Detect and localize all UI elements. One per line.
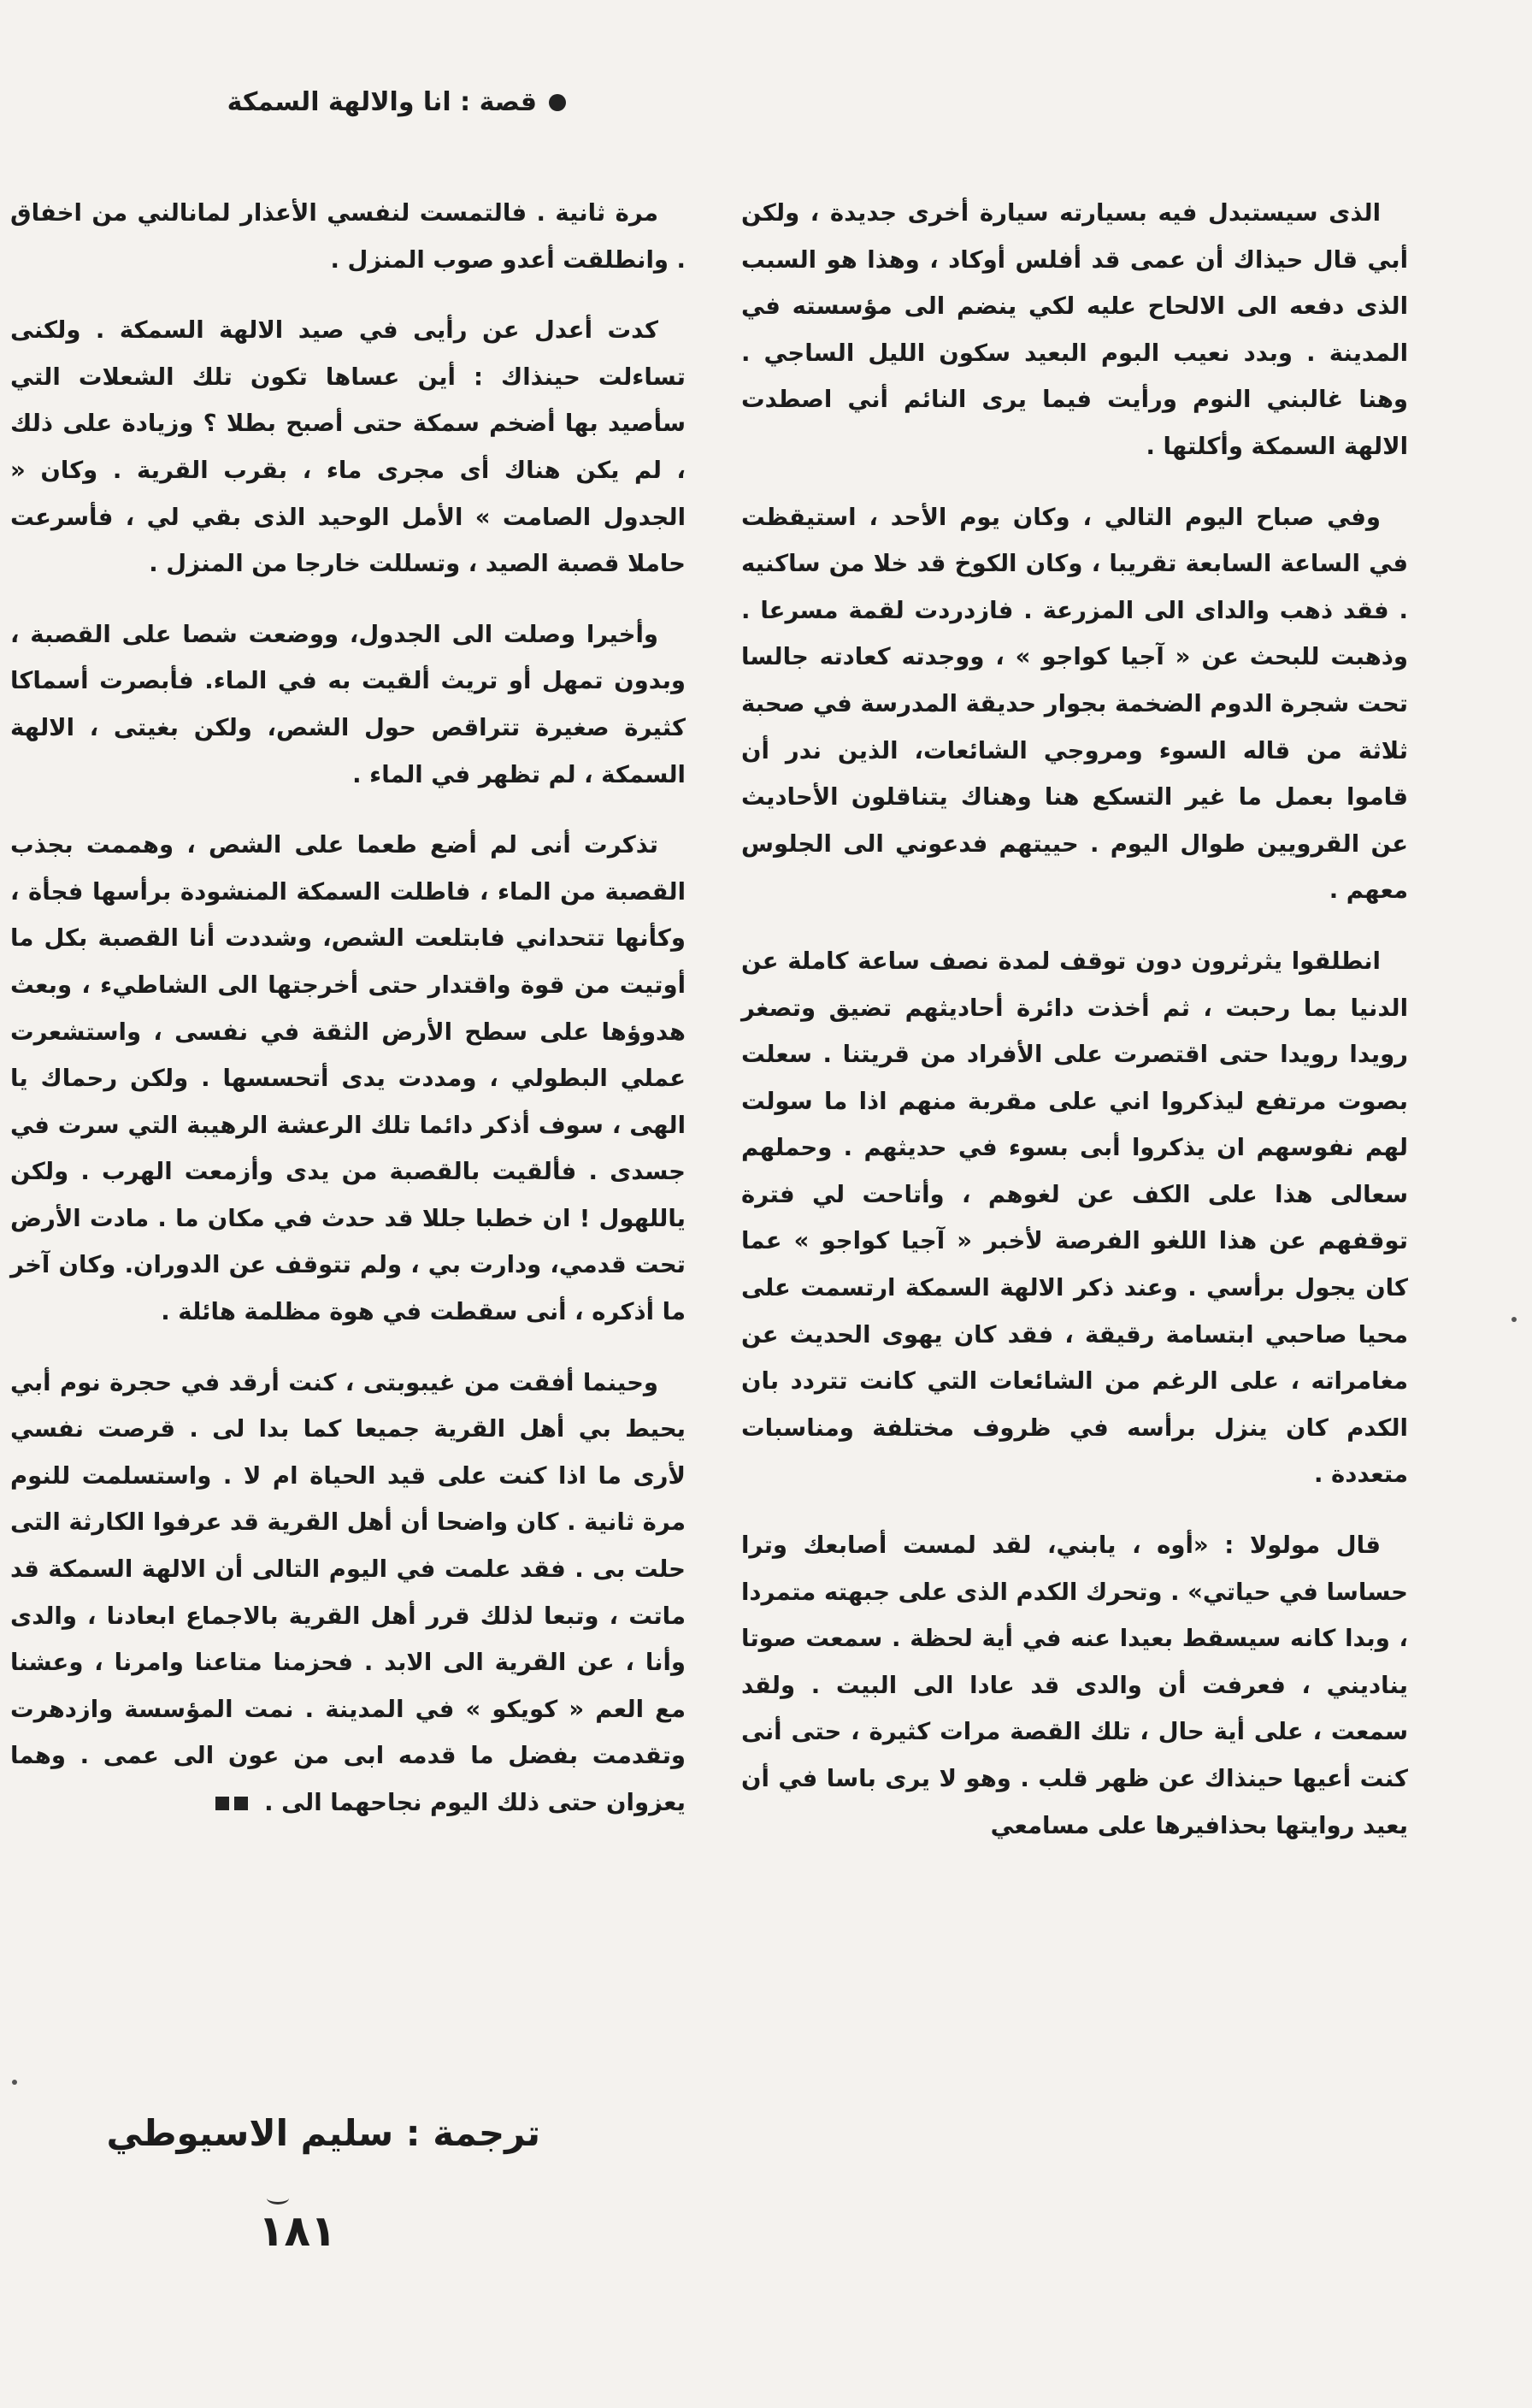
paragraph-text: وحينما أفقت من غيبوبتى ، كنت أرقد في حجرة نوم أبي يحيط بي أهل القرية جميعا كما بدا لى . قرصت نفسي لأرى ما اذا كنت على قيد الحياة ام لا . واستسلمت للنوم مرة ثانية . كان واضحا أن أهل القرية قد عرفوا الكارثة التى حلت بى . فقد علمت في اليوم التالى أن الالهة السمكة قد ماتت ، وتبعا لذلك قرر أهل القرية بالاجماع ابعادنا ، والدى وأنا ، عن القرية الى الابد . فحزمنا متاعنا وامرنا ، وعشنا مع العم « كويكو » في المدينة . نمت المؤسسة وازدهرت وتقدمت بفضل ما قدمه ابى من عون الى عمى . وهما يعزوان حتى ذلك اليوم نجاحهما الى .: [10, 1368, 686, 1816]
paragraph: وأخيرا وصلت الى الجدول، ووضعت شصا على القصبة ، وبدون تمهل أو تريث ألقيت به في الماء. فأبصرت أسماكا كثيرة صغيرة تتراقص حول الشص، ولكن بغيتى ، الالهة السمكة ، لم تظهر في الماء .: [10, 620, 686, 788]
paragraph: مرة ثانية . فالتمست لنفسي الأعذار لمانالني من اخفاق . وانطلقت أعدو صوب المنزل .: [10, 199, 686, 274]
paragraph: تذكرت أنى لم أضع طعما على الشص ، وهممت بجذب القصبة من الماء ، فاطلت السمكة المنشودة برأسها فجأة ، وكأنها تتحداني فابتلعت الشص، وشددت أنا القصبة بكل ما أوتيت من قوة واقتدار حتى أخرجتها الى الشاطيء ، وبعث هدوؤها على سطح الأرض الثقة في نفسى ، واستشعرت عملي البطولي ، ومددت يدى أتحسسها . ولكن رحماك يا الهى ، سوف أذكر دائما تلك الرعشة الرهيبة التي سرت في جسدى . فألقيت بالقصبة من يدى وأزمعت الهرب . ولكن ياللهول ! ان خطبا جللا قد حدث في مكان ما . مادت الأرض تحت قدمي، ودارت بي ، ولم تتوقف عن الدوران. وكان آخر ما أذكره ، أنى سقطت في هوة مظلمة هائلة .: [10, 831, 686, 1326]
paragraph: انطلقوا يثرثرون دون توقف لمدة نصف ساعة كاملة عن الدنيا بما رحبت ، ثم أخذت دائرة أحاديثهم تضيق وتصغر رويدا رويدا حتى اقتصرت على الأفراد من قريتنا . سعلت بصوت مرتفع ليذكروا اني على مقربة منهم اذا ما سولت لهم نفوسهم ان يذكروا أبى بسوء في حديثهم . وحملهم سعالى هذا على الكف عن لغوهم ، وأتاحت لي فترة توقفهم عن هذا اللغو الفرصة لأخبر « آجيا كواجو » عما كان يجول برأسي . وعند ذكر الالهة السمكة ارتسمت على محيا صاحبي ابتسامة رقيقة ، فقد كان يهوى الحديث عن مغامراته ، على الرغم من الشائعات التي كانت تتردد بان الكدم كان ينزل برأسه في ظروف مختلفة ومناسبات متعددة .: [741, 947, 1408, 1489]
paragraph: كدت أعدل عن رأيى في صيد الالهة السمكة . ولكنى تساءلت حينذاك : أين عساها تكون تلك الشعلات التي سأصيد بها أضخم سمكة حتى أصبح بطلا ؟ وزيادة على ذلك ، لم يكن هناك أى مجرى ماء ، بقرب القرية . وكان « الجدول الصامت » الأمل الوحيد الذى بقي لي ، فأسرعت حاملا قصبة الصيد ، وتسللت خارجا من المنزل .: [10, 316, 686, 578]
translator-credit: ترجمة : سليم الاسيوطي: [106, 2112, 540, 2154]
page-number: ١٨١: [258, 2206, 337, 2256]
page-number-mark: [267, 2192, 289, 2204]
end-of-story-icon: [215, 1797, 248, 1810]
margin-dot: [12, 2080, 17, 2085]
paragraph: قال مولولا : «أوه ، يابني، لقد لمست أصابعك وترا حساسا في حياتي» . وتحرك الكدم الذى على جبهته متمردا ، وبدا كانه سيسقط بعيدا عنه في أية لحظة . سمعت صوتا يناديني ، فعرفت أن والدى قد عادا الى البيت . ولقد سمعت ، على أية حال ، تلك القصة مرات كثيرة ، حتى أنى كنت أعيها حينذاك عن ظهر قلب . وهو لا يرى باسا في أن يعيد روايتها بحذافيرها على مسامعي: [741, 1532, 1408, 1839]
story-header: [227, 87, 566, 117]
story-title: قصة : انا والالهة السمكة: [227, 87, 537, 117]
right-column: [741, 190, 1408, 1873]
margin-dot: [1511, 1317, 1517, 1322]
bullet-icon: [549, 94, 566, 111]
paragraph-last: [10, 1360, 686, 1827]
paragraph: وفي صباح اليوم التالي ، وكان يوم الأحد ، استيقظت في الساعة السابعة تقريبا ، وكان الكوخ قد خلا من ساكنيه . فقد ذهب والداى الى المزرعة . فازدردت لقمة مسرعا . وذهبت للبحث عن « آجيا كواجو » ، ووجدته كعادته جالسا تحت شجرة الدوم الضخمة بجوار حديقة المدرسة في صحبة ثلاثة من قاله السوء ومروجي الشائعات، الذين ندر أن قاموا بعمل ما غير التسكع هنا وهناك يتناقلون الأحاديث عن القرويين طوال اليوم . حييتهم فدعوني الى الجلوس معهم .: [741, 503, 1408, 905]
paragraph: الذى سيستبدل فيه بسيارته سيارة أخرى جديدة ، ولكن أبي قال حيذاك أن عمى قد أفلس أوكاد ، وهذا هو السبب الذى دفعه الى الالحاح عليه لكي ينضم الى مؤسسته في المدينة . وبدد نعيب البوم البعيد سكون الليل الساجي . وهنا غالبني النوم ورأيت فيما يرى النائم أني اصطدت الالهة السمكة وأكلتها .: [741, 199, 1408, 460]
left-column: [10, 190, 686, 1850]
